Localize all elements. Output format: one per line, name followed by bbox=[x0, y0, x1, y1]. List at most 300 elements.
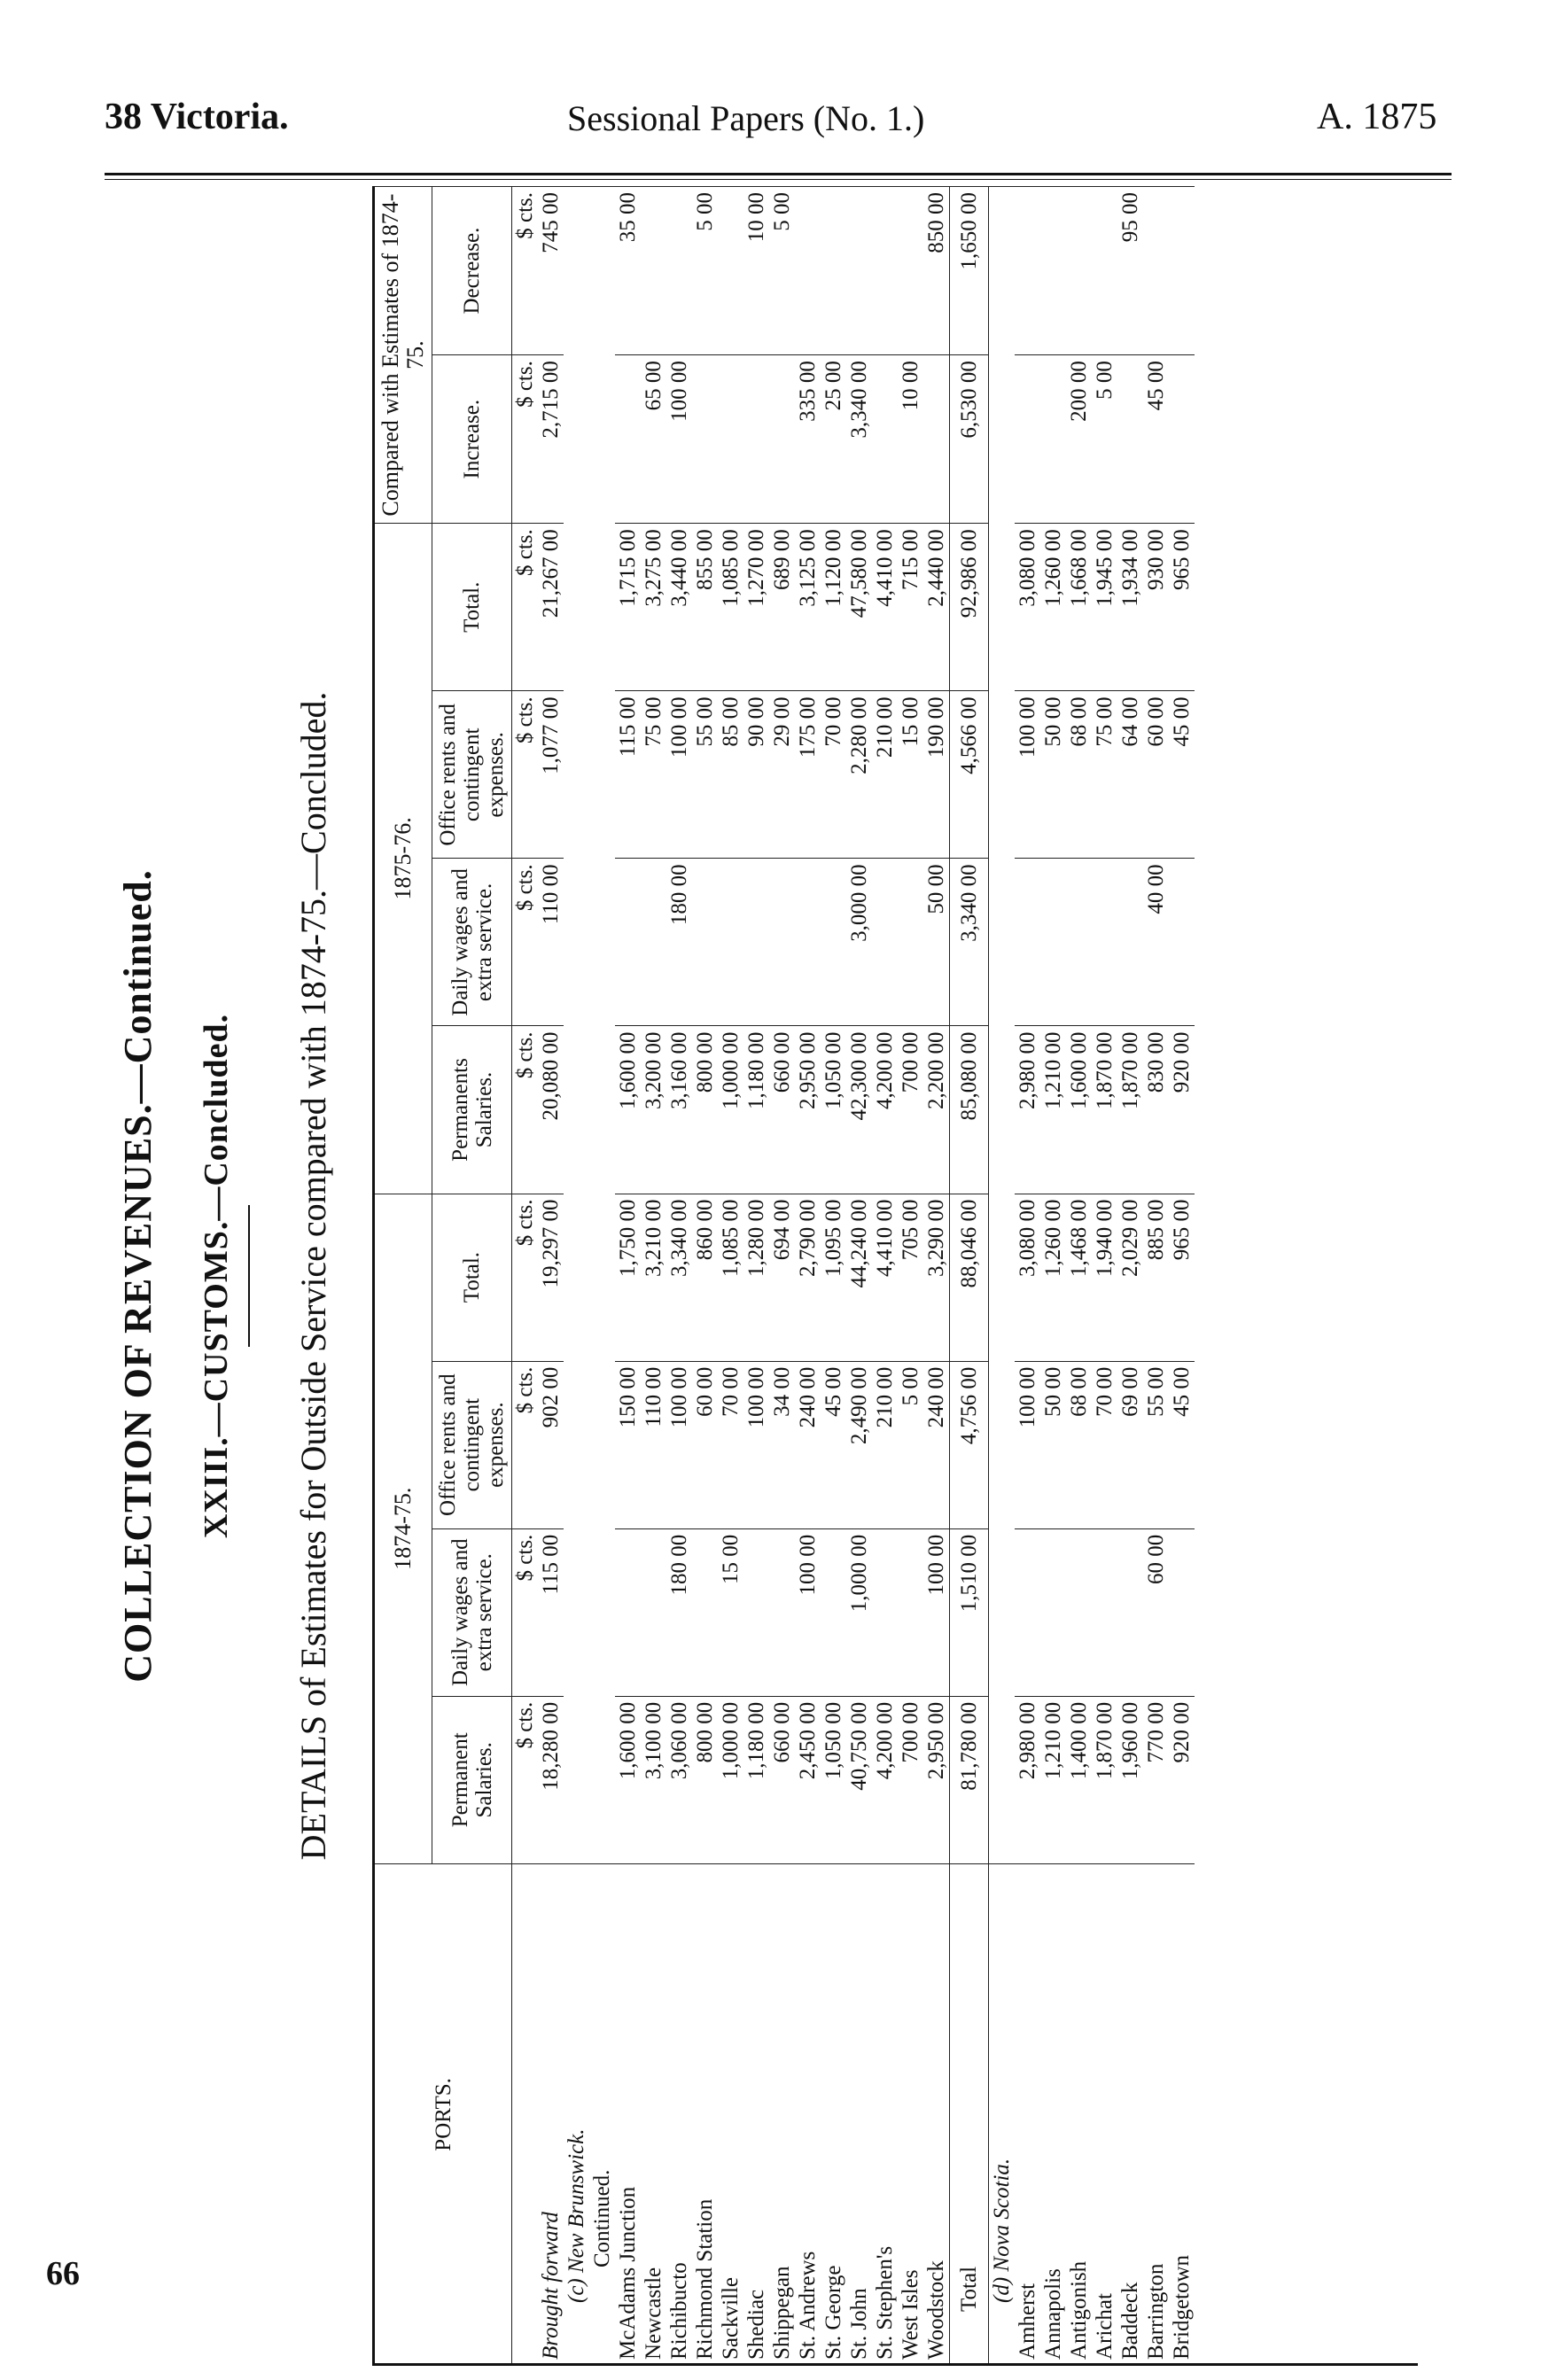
table-cell: 85 00 bbox=[718, 691, 743, 859]
table-cell: 965 00 bbox=[1169, 524, 1195, 691]
table-cell: 2,280 00 bbox=[846, 691, 872, 859]
table-cell bbox=[898, 859, 923, 1026]
table-cell: 1,715 00 bbox=[615, 524, 641, 691]
table-cell: 885 00 bbox=[1143, 1194, 1169, 1361]
table-row bbox=[743, 187, 769, 2366]
table-cell bbox=[743, 355, 769, 524]
table-row bbox=[1169, 187, 1195, 2366]
table-cell: 60 00 bbox=[1143, 691, 1169, 859]
table-cell: 1,750 00 bbox=[615, 1194, 641, 1361]
table-cell: 860 00 bbox=[692, 1194, 718, 1361]
unit-row bbox=[512, 187, 539, 2366]
table-cell: 855 00 bbox=[692, 524, 718, 691]
unit-cell: $ cts. bbox=[512, 1528, 539, 1696]
rotated-table-block bbox=[115, 186, 1418, 2366]
table-cell: 21,267 00 bbox=[538, 524, 564, 691]
unit-cell: $ cts. bbox=[512, 1696, 539, 1863]
table-row bbox=[666, 187, 692, 2366]
port-name: Shediac bbox=[743, 1863, 769, 2365]
header-ports: PORTS. bbox=[374, 1863, 512, 2365]
table-cell: 3,440 00 bbox=[666, 524, 692, 691]
table-cell: 1,260 00 bbox=[1040, 524, 1066, 691]
table-cell: 4,200 00 bbox=[872, 1696, 898, 1863]
table-cell: 1,650 00 bbox=[950, 187, 989, 355]
table-cell: 3,210 00 bbox=[641, 1194, 666, 1361]
table-cell: 965 00 bbox=[1169, 1194, 1195, 1361]
table-cell bbox=[821, 187, 846, 355]
header-decrease: Decrease. bbox=[432, 187, 512, 355]
table-row bbox=[1117, 187, 1143, 2366]
table-body bbox=[512, 187, 1195, 2366]
table-cell: 1,077 00 bbox=[538, 691, 564, 859]
table-row bbox=[923, 187, 950, 2366]
table-cell: 930 00 bbox=[1143, 524, 1169, 691]
table-cell bbox=[923, 355, 950, 524]
table-cell bbox=[872, 859, 898, 1026]
table-cell: 69 00 bbox=[1117, 1361, 1143, 1528]
table-cell: 1,468 00 bbox=[1066, 1194, 1092, 1361]
table-cell: 50 00 bbox=[923, 859, 950, 1026]
table-cell bbox=[1015, 1528, 1040, 1696]
table-cell: 5 00 bbox=[692, 187, 718, 355]
table-cell: 2,950 00 bbox=[923, 1696, 950, 1863]
table-cell bbox=[692, 1528, 718, 1696]
table-cell: 55 00 bbox=[1143, 1361, 1169, 1528]
table-cell: 115 00 bbox=[538, 1528, 564, 1696]
table-cell: 920 00 bbox=[1169, 1696, 1195, 1863]
table-cell: 85,080 00 bbox=[950, 1026, 989, 1194]
port-name: Annapolis bbox=[1040, 1863, 1066, 2365]
table-cell: 115 00 bbox=[615, 691, 641, 859]
port-name: Bridgetown bbox=[1169, 1863, 1195, 2365]
table-cell: 1,085 00 bbox=[718, 1194, 743, 1361]
unit-cell-blank bbox=[512, 1863, 539, 2365]
table-cell: 15 00 bbox=[898, 691, 923, 859]
table-cell: 50 00 bbox=[1040, 1361, 1066, 1528]
estimates-table bbox=[372, 186, 1195, 2366]
table-cell: 1,600 00 bbox=[615, 1026, 641, 1194]
port-name: St. Andrews bbox=[795, 1863, 821, 2365]
table-cell bbox=[821, 1528, 846, 1696]
table-cell: 3,290 00 bbox=[923, 1194, 950, 1361]
table-cell: 2,440 00 bbox=[923, 524, 950, 691]
page-number: 66 bbox=[46, 2255, 80, 2292]
table-cell bbox=[1040, 1528, 1066, 1696]
table-cell: 1,870 00 bbox=[1092, 1026, 1117, 1194]
table-cell bbox=[1169, 187, 1195, 355]
table-row bbox=[615, 187, 641, 2366]
table-cell: 15 00 bbox=[718, 1528, 743, 1696]
table-cell: 4,410 00 bbox=[872, 1194, 898, 1361]
table-cell: 850 00 bbox=[923, 187, 950, 355]
table-cell: 100 00 bbox=[1015, 691, 1040, 859]
table-cell bbox=[1169, 859, 1195, 1026]
table-cell: 660 00 bbox=[769, 1696, 795, 1863]
header-permanent-1875: Permanents Salaries. bbox=[432, 1026, 512, 1194]
table-cell: 800 00 bbox=[692, 1696, 718, 1863]
table-cell: 1,600 00 bbox=[1066, 1026, 1092, 1194]
table-cell: 1,870 00 bbox=[1092, 1696, 1117, 1863]
total-row bbox=[950, 187, 989, 2366]
table-cell: 1,270 00 bbox=[743, 524, 769, 691]
table-cell bbox=[641, 1528, 666, 1696]
table-cell: 2,200 00 bbox=[923, 1026, 950, 1194]
table-cell: 100 00 bbox=[923, 1528, 950, 1696]
table-cell: 40,750 00 bbox=[846, 1696, 872, 1863]
table-cell bbox=[641, 859, 666, 1026]
table-cell: 45 00 bbox=[821, 1361, 846, 1528]
table-cell bbox=[1169, 1528, 1195, 1696]
table-cell: 45 00 bbox=[1169, 1361, 1195, 1528]
table-cell bbox=[666, 187, 692, 355]
table-cell bbox=[872, 187, 898, 355]
table-cell: 2,950 00 bbox=[795, 1026, 821, 1194]
section-filler bbox=[989, 187, 1016, 1864]
table-cell: 2,490 00 bbox=[846, 1361, 872, 1528]
table-cell: 5 00 bbox=[898, 1361, 923, 1528]
table-cell: 4,566 00 bbox=[950, 691, 989, 859]
table-cell: 10 00 bbox=[898, 355, 923, 524]
table-row bbox=[898, 187, 923, 2366]
unit-cell: $ cts. bbox=[512, 524, 539, 691]
table-cell: 1,120 00 bbox=[821, 524, 846, 691]
header-office-1875: Office rents and contingent expenses. bbox=[432, 691, 512, 859]
table-cell: 1,960 00 bbox=[1117, 1696, 1143, 1863]
table-cell: 29 00 bbox=[769, 691, 795, 859]
unit-cell: $ cts. bbox=[512, 1361, 539, 1528]
table-row bbox=[692, 187, 718, 2366]
table-cell: 1,000 00 bbox=[718, 1696, 743, 1863]
table-cell: 1,210 00 bbox=[1040, 1026, 1066, 1194]
table-cell: 2,980 00 bbox=[1015, 1696, 1040, 1863]
header-1875-76: 1875-76. bbox=[374, 524, 432, 1194]
unit-cell: $ cts. bbox=[512, 1026, 539, 1194]
table-cell bbox=[821, 859, 846, 1026]
table-cell bbox=[1169, 355, 1195, 524]
table-cell: 2,029 00 bbox=[1117, 1194, 1143, 1361]
table-cell: 210 00 bbox=[872, 691, 898, 859]
table-cell: 335 00 bbox=[795, 355, 821, 524]
section-filler bbox=[589, 187, 615, 1864]
table-cell: 60 00 bbox=[692, 1361, 718, 1528]
table-cell bbox=[743, 1528, 769, 1696]
table-cell: 70 00 bbox=[821, 691, 846, 859]
table-cell: 100 00 bbox=[1015, 1361, 1040, 1528]
header-daily-1874: Daily wages and extra service. bbox=[432, 1528, 512, 1696]
table-cell: 700 00 bbox=[898, 1696, 923, 1863]
header-rule-thin bbox=[105, 179, 1452, 180]
table-cell: 100 00 bbox=[795, 1528, 821, 1696]
table-cell: 60 00 bbox=[1143, 1528, 1169, 1696]
table-cell: 3,275 00 bbox=[641, 524, 666, 691]
table-cell: 3,080 00 bbox=[1015, 1194, 1040, 1361]
table-cell: 175 00 bbox=[795, 691, 821, 859]
table-cell bbox=[872, 1528, 898, 1696]
table-cell bbox=[615, 355, 641, 524]
table-cell: 150 00 bbox=[615, 1361, 641, 1528]
section-title: COLLECTION OF REVENUES.—Continued. bbox=[116, 869, 160, 1683]
table-cell: 3,100 00 bbox=[641, 1696, 666, 1863]
table-cell: 3,000 00 bbox=[846, 859, 872, 1026]
table-cell bbox=[1066, 187, 1092, 355]
table-cell: 190 00 bbox=[923, 691, 950, 859]
header-daily-1875: Daily wages and extra service. bbox=[432, 859, 512, 1026]
port-name: St. Stephen's bbox=[872, 1863, 898, 2365]
table-cell: 47,580 00 bbox=[846, 524, 872, 691]
table-cell: 180 00 bbox=[666, 1528, 692, 1696]
table-row bbox=[1092, 187, 1117, 2366]
table-cell bbox=[718, 187, 743, 355]
year-label: A. 1875 bbox=[1317, 97, 1437, 137]
unit-cell: $ cts. bbox=[512, 859, 539, 1026]
table-cell: 19,297 00 bbox=[538, 1194, 564, 1361]
table-cell: 110 00 bbox=[538, 859, 564, 1026]
table-cell: 2,450 00 bbox=[795, 1696, 821, 1863]
table-cell: 110 00 bbox=[641, 1361, 666, 1528]
table-cell: 210 00 bbox=[872, 1361, 898, 1528]
table-cell: 1,180 00 bbox=[743, 1696, 769, 1863]
table-cell: 1,400 00 bbox=[1066, 1696, 1092, 1863]
section-heading-row bbox=[564, 187, 589, 2366]
table-cell bbox=[1117, 355, 1143, 524]
table-cell: 700 00 bbox=[898, 1026, 923, 1194]
port-name: West Isles bbox=[898, 1863, 923, 2365]
header-total-1875: Total. bbox=[432, 524, 512, 691]
table-cell: 240 00 bbox=[795, 1361, 821, 1528]
table-cell: 100 00 bbox=[666, 691, 692, 859]
table-cell bbox=[743, 859, 769, 1026]
table-cell: 4,410 00 bbox=[872, 524, 898, 691]
section-continued-label: Continued. bbox=[589, 1863, 615, 2365]
table-cell: 200 00 bbox=[1066, 355, 1092, 524]
table-cell: 694 00 bbox=[769, 1194, 795, 1361]
header-increase: Increase. bbox=[432, 355, 512, 524]
table-cell: 10 00 bbox=[743, 187, 769, 355]
unit-cell: $ cts. bbox=[512, 355, 539, 524]
table-cell: 100 00 bbox=[666, 1361, 692, 1528]
table-row bbox=[821, 187, 846, 2366]
table-cell bbox=[1015, 859, 1040, 1026]
section-heading-new-brunswick: (c) New Brunswick. bbox=[564, 1863, 589, 2365]
table-cell: 3,200 00 bbox=[641, 1026, 666, 1194]
table-cell: 45 00 bbox=[1169, 691, 1195, 859]
table-cell: 1,050 00 bbox=[821, 1696, 846, 1863]
port-name: Sackville bbox=[718, 1863, 743, 2365]
table-cell: 3,080 00 bbox=[1015, 524, 1040, 691]
table-cell: 18,280 00 bbox=[538, 1696, 564, 1863]
table-cell bbox=[1015, 355, 1040, 524]
table-cell: 770 00 bbox=[1143, 1696, 1169, 1863]
table-cell bbox=[718, 355, 743, 524]
table-cell: 2,790 00 bbox=[795, 1194, 821, 1361]
table-cell bbox=[795, 187, 821, 355]
table-cell bbox=[1040, 859, 1066, 1026]
table-cell: 100 00 bbox=[666, 355, 692, 524]
table-cell: 70 00 bbox=[718, 1361, 743, 1528]
table-cell: 3,340 00 bbox=[846, 355, 872, 524]
table-cell bbox=[769, 859, 795, 1026]
header-1874-75: 1874-75. bbox=[374, 1194, 432, 1863]
table-row bbox=[846, 187, 872, 2366]
table-cell: 64 00 bbox=[1117, 691, 1143, 859]
table-cell: 35 00 bbox=[615, 187, 641, 355]
table-row bbox=[795, 187, 821, 2366]
table-cell: 68 00 bbox=[1066, 1361, 1092, 1528]
port-name: Barrington bbox=[1143, 1863, 1169, 2365]
table-cell: 65 00 bbox=[641, 355, 666, 524]
port-name: Amherst bbox=[1015, 1863, 1040, 2365]
table-cell bbox=[615, 859, 641, 1026]
table-cell bbox=[1143, 187, 1169, 355]
header-permanent-1874: Permanent Salaries. bbox=[432, 1696, 512, 1863]
table-cell: 3,160 00 bbox=[666, 1026, 692, 1194]
table-cell: 42,300 00 bbox=[846, 1026, 872, 1194]
table-cell: 20,080 00 bbox=[538, 1026, 564, 1194]
table-cell: 1,085 00 bbox=[718, 524, 743, 691]
total-label: Total bbox=[950, 1863, 989, 2365]
port-name: St. George bbox=[821, 1863, 846, 2365]
port-name: Richmond Station bbox=[692, 1863, 718, 2365]
title-rule bbox=[248, 1205, 250, 1347]
port-name: St. John bbox=[846, 1863, 872, 2365]
unit-cell: $ cts. bbox=[512, 1194, 539, 1361]
table-cell: 1,095 00 bbox=[821, 1194, 846, 1361]
table-cell bbox=[1117, 859, 1143, 1026]
volume-label: 38 Victoria. bbox=[105, 97, 289, 137]
table-cell bbox=[1040, 187, 1066, 355]
table-row bbox=[1015, 187, 1040, 2366]
table-cell: 1,180 00 bbox=[743, 1026, 769, 1194]
table-cell: 40 00 bbox=[1143, 859, 1169, 1026]
table-cell bbox=[872, 355, 898, 524]
table-cell bbox=[692, 355, 718, 524]
table-cell: 6,530 00 bbox=[950, 355, 989, 524]
table-cell bbox=[1015, 187, 1040, 355]
table-cell: 4,200 00 bbox=[872, 1026, 898, 1194]
table-cell bbox=[769, 1528, 795, 1696]
table-cell: 1,000 00 bbox=[718, 1026, 743, 1194]
unit-cell: $ cts. bbox=[512, 187, 539, 355]
subsection-title: XXIII.—CUSTOMS.—Concluded. bbox=[198, 1013, 235, 1539]
table-cell bbox=[898, 187, 923, 355]
table-cell: 44,240 00 bbox=[846, 1194, 872, 1361]
table-row bbox=[769, 187, 795, 2366]
table-cell: 75 00 bbox=[1092, 691, 1117, 859]
table-cell: 800 00 bbox=[692, 1026, 718, 1194]
table-row bbox=[718, 187, 743, 2366]
table-cell bbox=[1092, 187, 1117, 355]
table-cell: 920 00 bbox=[1169, 1026, 1195, 1194]
table-cell: 705 00 bbox=[898, 1194, 923, 1361]
table-cell: 660 00 bbox=[769, 1026, 795, 1194]
table-cell: 3,340 00 bbox=[950, 859, 989, 1026]
table-cell: 50 00 bbox=[1040, 691, 1066, 859]
table-cell: 180 00 bbox=[666, 859, 692, 1026]
table-cell: 1,280 00 bbox=[743, 1194, 769, 1361]
table-row bbox=[641, 187, 666, 2366]
section-filler bbox=[564, 187, 589, 1864]
port-name: Richibucto bbox=[666, 1863, 692, 2365]
port-name: Arichat bbox=[1092, 1863, 1117, 2365]
table-caption: DETAILS of Estimates for Outside Service compared with 1874-75.—Concluded. bbox=[293, 691, 333, 1861]
table-cell: 1,000 00 bbox=[846, 1528, 872, 1696]
table-cell bbox=[769, 355, 795, 524]
table-cell bbox=[718, 859, 743, 1026]
table-cell bbox=[1066, 859, 1092, 1026]
table-cell: 2,715 00 bbox=[538, 355, 564, 524]
table-cell: 689 00 bbox=[769, 524, 795, 691]
table-row bbox=[1143, 187, 1169, 2366]
port-name: Newcastle bbox=[641, 1863, 666, 2365]
table-cell: 1,260 00 bbox=[1040, 1194, 1066, 1361]
table-cell bbox=[1066, 1528, 1092, 1696]
table-cell bbox=[1117, 1528, 1143, 1696]
table-cell: 2,980 00 bbox=[1015, 1026, 1040, 1194]
section-heading-nova-scotia: (d) Nova Scotia. bbox=[989, 1863, 1016, 2365]
table-cell: 70 00 bbox=[1092, 1361, 1117, 1528]
table-cell bbox=[1040, 355, 1066, 524]
table-cell: 902 00 bbox=[538, 1361, 564, 1528]
header-compared: Compared with Estimates of 1874-75. bbox=[374, 187, 432, 524]
table-cell: 81,780 00 bbox=[950, 1696, 989, 1863]
unit-cell: $ cts. bbox=[512, 691, 539, 859]
table-cell: 68 00 bbox=[1066, 691, 1092, 859]
table-cell bbox=[1092, 1528, 1117, 1696]
table-cell: 745 00 bbox=[538, 187, 564, 355]
table-cell bbox=[1092, 859, 1117, 1026]
table-cell: 75 00 bbox=[641, 691, 666, 859]
brought-forward-row bbox=[538, 187, 564, 2366]
table-cell bbox=[615, 1528, 641, 1696]
table-cell: 240 00 bbox=[923, 1361, 950, 1528]
table-cell: 1,050 00 bbox=[821, 1026, 846, 1194]
header-total-1874: Total. bbox=[432, 1194, 512, 1361]
page-header bbox=[0, 0, 1549, 173]
table-cell: 715 00 bbox=[898, 524, 923, 691]
table-cell: 92,986 00 bbox=[950, 524, 989, 691]
section-continued-row bbox=[589, 187, 615, 2366]
table-cell: 25 00 bbox=[821, 355, 846, 524]
table-cell: 1,510 00 bbox=[950, 1528, 989, 1696]
table-cell: 100 00 bbox=[743, 1361, 769, 1528]
table-cell: 1,210 00 bbox=[1040, 1696, 1066, 1863]
port-name: Antigonish bbox=[1066, 1863, 1092, 2365]
brought-forward-label: Brought forward bbox=[538, 1863, 564, 2365]
table-cell: 1,668 00 bbox=[1066, 524, 1092, 691]
port-name: Woodstock bbox=[923, 1863, 950, 2365]
section-heading-row bbox=[989, 187, 1016, 2366]
table-cell: 5 00 bbox=[769, 187, 795, 355]
table-cell bbox=[795, 859, 821, 1026]
table-cell: 1,870 00 bbox=[1117, 1026, 1143, 1194]
table-cell: 1,934 00 bbox=[1117, 524, 1143, 691]
publication-title: Sessional Papers (No. 1.) bbox=[567, 98, 925, 138]
table-cell: 45 00 bbox=[1143, 355, 1169, 524]
table-cell: 3,060 00 bbox=[666, 1696, 692, 1863]
table-cell: 3,340 00 bbox=[666, 1194, 692, 1361]
table-row bbox=[1040, 187, 1066, 2366]
table-cell bbox=[692, 859, 718, 1026]
table-cell: 1,940 00 bbox=[1092, 1194, 1117, 1361]
port-name: Baddeck bbox=[1117, 1863, 1143, 2365]
table-cell: 4,756 00 bbox=[950, 1361, 989, 1528]
table-cell bbox=[898, 1528, 923, 1696]
port-name: McAdams Junction bbox=[615, 1863, 641, 2365]
table-cell: 5 00 bbox=[1092, 355, 1117, 524]
table-cell: 90 00 bbox=[743, 691, 769, 859]
table-cell bbox=[846, 187, 872, 355]
table-cell bbox=[641, 187, 666, 355]
